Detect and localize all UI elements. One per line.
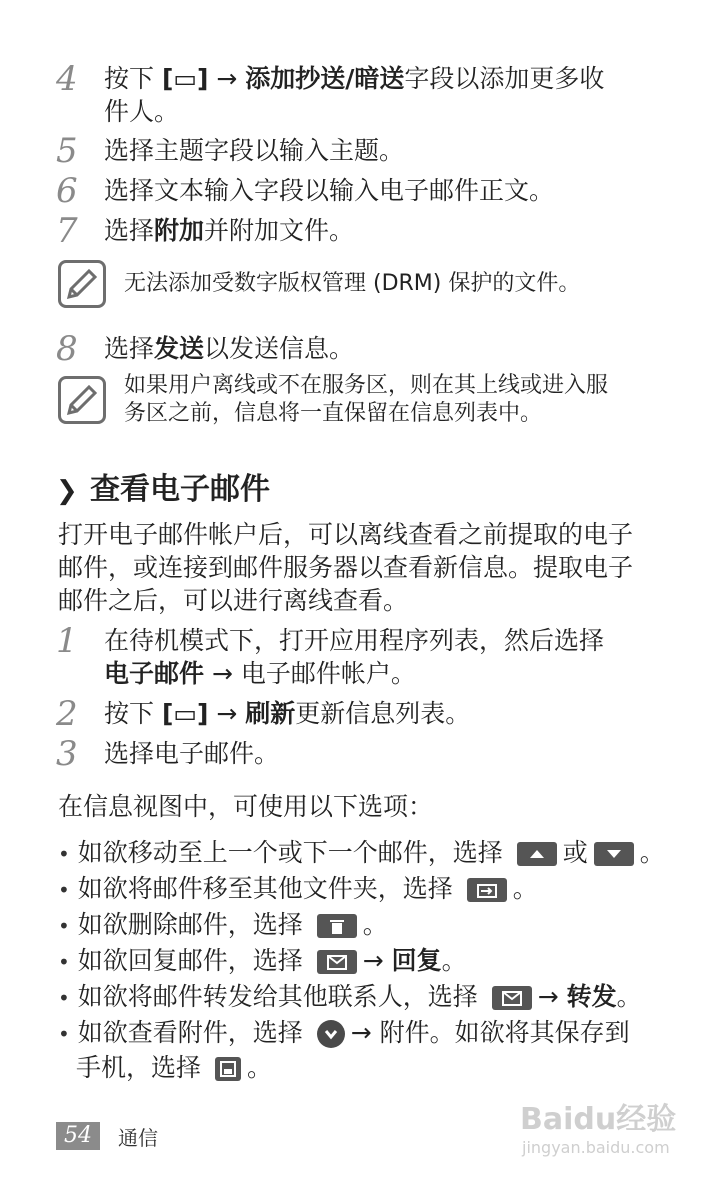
- move-folder-icon: [467, 878, 507, 902]
- section-arrow-icon: ❯: [56, 476, 78, 506]
- bullet-text: 。: [246, 1053, 272, 1082]
- options-intro: 在信息视图中，可使用以下选项：: [58, 792, 434, 821]
- forward-mail-icon: [492, 986, 532, 1010]
- step-number: 7: [56, 211, 78, 251]
- bold-term: 电子邮件: [104, 659, 205, 688]
- watermark-logo: Baidu经验: [520, 1102, 677, 1137]
- bold-term: 添加抄送/暗送: [245, 64, 405, 93]
- step-2-text: [104, 697, 470, 730]
- note-line: 务区之前，信息将一直保留在信息列表中。: [124, 401, 543, 426]
- bullet-text: 如欲删除邮件，选择: [77, 910, 303, 939]
- save-icon: [215, 1057, 241, 1081]
- step-6-text: 选择文本输入字段以输入电子邮件正文。: [104, 176, 555, 205]
- bullet-dot: •: [58, 842, 70, 866]
- menu-key: [▭]: [161, 64, 209, 93]
- note-icon: [58, 260, 106, 308]
- page-number: 54: [56, 1122, 100, 1150]
- bold-term: 转发: [566, 982, 617, 1011]
- bullet-text: 。: [639, 838, 665, 867]
- arrow: →: [208, 699, 246, 728]
- arrow: →: [204, 659, 241, 688]
- section-title: 查看电子邮件: [90, 472, 270, 507]
- arrow-up-icon: [517, 842, 557, 866]
- bullet-dot: •: [58, 950, 70, 974]
- step-4-text: [104, 62, 684, 128]
- arrow: →: [537, 982, 559, 1011]
- bullet-text: 如欲回复邮件，选择: [77, 946, 303, 975]
- step-text: 字段以添加更多收: [404, 64, 605, 93]
- intro-line: 打开电子邮件帐户后，可以离线查看之前提取的电子: [58, 520, 634, 549]
- note-line: 如果用户离线或不在服务区，则在其上线或进入服: [124, 373, 609, 398]
- step-text: 按下: [104, 699, 162, 728]
- step-text: 在待机模式下，打开应用程序列表，然后选择: [104, 626, 605, 655]
- step-3-text: 选择电子邮件。: [104, 739, 280, 768]
- step-text: 件人。: [104, 97, 180, 126]
- bullet-text: 。: [616, 982, 642, 1011]
- footer-section-label: 通信: [118, 1126, 158, 1150]
- bullet-item: [58, 1016, 698, 1084]
- step-number: 6: [56, 171, 78, 211]
- step-number: 5: [56, 131, 78, 171]
- bold-term: 发送: [154, 334, 205, 363]
- bullet-item: [58, 944, 698, 979]
- bullet-text: 手机，选择: [76, 1053, 202, 1082]
- arrow: →: [350, 1018, 372, 1047]
- note-text: 无法添加受数字版权管理 (DRM) 保护的文件。: [124, 271, 581, 296]
- step-text: 选择: [104, 334, 155, 363]
- step-8-text: [104, 332, 354, 365]
- step-1-text: [104, 624, 684, 690]
- step-7-text: [104, 214, 354, 247]
- bullet-item: [58, 980, 698, 1015]
- bullet-text: 。: [512, 874, 538, 903]
- bullet-text: 如欲查看附件，选择: [77, 1018, 303, 1047]
- bullet-dot: •: [58, 1022, 70, 1046]
- bullet-text: 如欲移动至上一个或下一个邮件，选择: [77, 838, 503, 867]
- trash-icon: [317, 914, 357, 938]
- bullet-text: 或: [562, 838, 588, 867]
- arrow: →: [362, 946, 384, 975]
- step-number: 4: [56, 59, 78, 99]
- bullet-text: 如欲将邮件转发给其他联系人，选择: [77, 982, 478, 1011]
- step-text: 以发送信息。: [204, 334, 355, 363]
- reply-mail-icon: [317, 950, 357, 974]
- watermark-url: jingyan.baidu.com: [522, 1138, 670, 1157]
- bullet-item: [58, 836, 698, 871]
- menu-key: [▭]: [161, 699, 209, 728]
- note-icon: [58, 376, 106, 424]
- bullet-item: [58, 908, 698, 943]
- dropdown-circle-icon: [317, 1020, 345, 1048]
- bold-term: 刷新: [245, 699, 296, 728]
- arrow-down-icon: [594, 842, 634, 866]
- intro-paragraph: [58, 518, 678, 617]
- bullet-dot: •: [58, 878, 70, 902]
- bold-term: 回复: [391, 946, 442, 975]
- bold-term: 附加: [154, 216, 205, 245]
- step-number: 3: [56, 734, 78, 774]
- step-text: 并附加文件。: [204, 216, 355, 245]
- bullet-dot: •: [58, 914, 70, 938]
- step-number: 2: [56, 694, 78, 734]
- note-text: [124, 372, 684, 428]
- bullet-item: [58, 872, 698, 907]
- step-number: 1: [56, 621, 78, 661]
- arrow: →: [208, 64, 246, 93]
- bullet-dot: •: [58, 986, 70, 1010]
- step-text: 电子邮件帐户。: [240, 659, 416, 688]
- bullet-text: 附件。如欲将其保存到: [379, 1018, 630, 1047]
- step-number: 8: [56, 329, 78, 369]
- bullet-text: 。: [441, 946, 467, 975]
- intro-line: 邮件之后，可以进行离线查看。: [58, 586, 409, 615]
- step-text: 更新信息列表。: [295, 699, 471, 728]
- step-5-text: 选择主题字段以输入主题。: [104, 136, 405, 165]
- step-text: 选择: [104, 216, 155, 245]
- intro-line: 邮件，或连接到邮件服务器以查看新信息。提取电子: [58, 553, 634, 582]
- bullet-text: 。: [362, 910, 388, 939]
- step-text: 按下: [104, 64, 162, 93]
- bullet-text: 如欲将邮件移至其他文件夹，选择: [77, 874, 453, 903]
